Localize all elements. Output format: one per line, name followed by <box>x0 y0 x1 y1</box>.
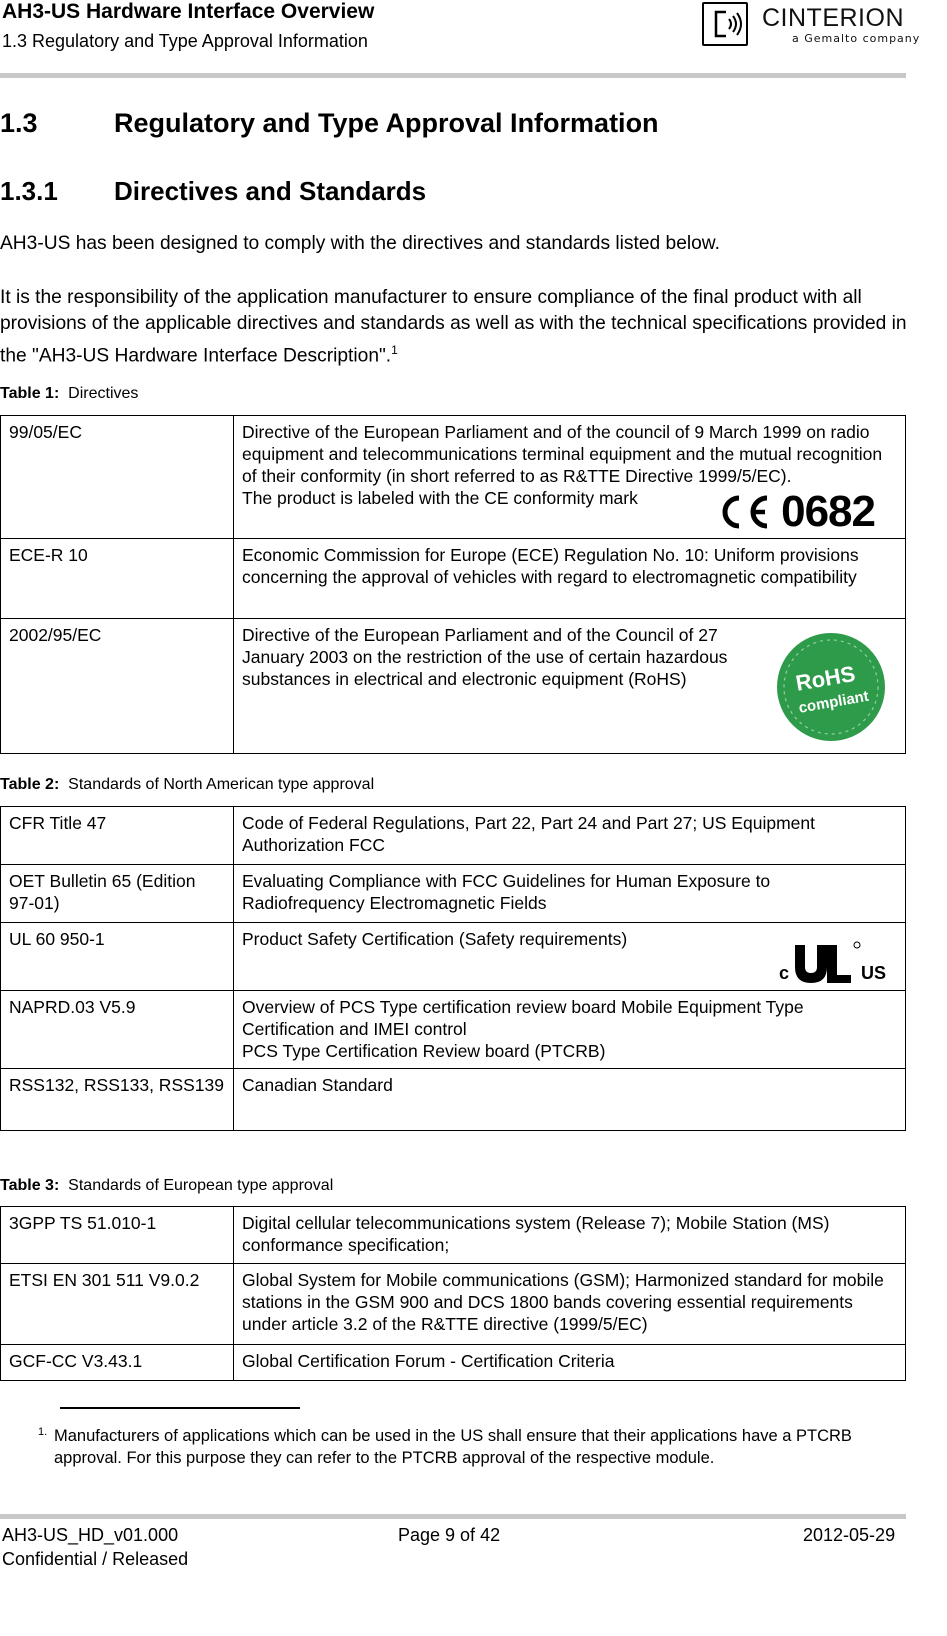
standard-description: Overview of PCS Type certification review board Mobile Equipment Type Certification and IMEI control <box>242 997 804 1039</box>
standard-description: Code of Federal Regulations, Part 22, Part 24 and Part 27; US Equipment Authorization FCC <box>234 807 906 865</box>
standard-code: OET Bulletin 65 (Edition 97-01) <box>1 865 234 923</box>
directive-code: ECE-R 10 <box>1 539 234 619</box>
footnote-mark: 1. <box>38 1426 48 1438</box>
responsibility-text: It is the responsibility of the application manufacturer to ensure compliance of the final product with all provisions of the applicable directives and standards as well as with the technical specifications provided in the "AH3-US Hardware Interface Description". <box>0 287 907 367</box>
standard-description: Digital cellular telecommunications system (Release 7); Mobile Station (MS) conformance specification; <box>234 1207 906 1264</box>
wireless-signal-icon <box>704 4 746 44</box>
table-row <box>1 923 906 991</box>
section-heading <box>0 108 659 139</box>
c-ul-us-mark <box>777 939 891 988</box>
standard-code: 3GPP TS 51.010-1 <box>1 1207 234 1264</box>
section-title: Regulatory and Type Approval Information <box>114 108 659 138</box>
standard-description: Evaluating Compliance with FCC Guidelines for Human Exposure to Radiofrequency Electromagnetic Fields <box>234 865 906 923</box>
table1-label: Table 1: <box>0 385 60 402</box>
directive-description: Directive of the European Parliament and of the Council of 27 January 2003 on the restriction of the use of certain hazardous substances in electrical and electronic equipment (RoHS) <box>242 625 728 689</box>
standard-code: NAPRD.03 V5.9 <box>1 991 234 1069</box>
table-row <box>1 1069 906 1131</box>
ce-logo-icon <box>717 493 773 531</box>
directive-description-cell <box>234 619 906 754</box>
notified-body-number: 0682 <box>781 487 875 536</box>
north-american-standards-table <box>0 806 906 1131</box>
rohs-badge-line2: compliant <box>797 687 871 717</box>
ul-listed-icon <box>777 939 891 983</box>
document-subtitle: 1.3 Regulatory and Type Approval Information <box>2 31 368 51</box>
footnote-divider <box>60 1407 300 1409</box>
standard-description: Global System for Mobile communications (GSM); Harmonized standard for mobile stations in the GSM 900 and DCS 1800 bands covering essential requirements under article 3.2 of the R&TTE directive (1999/5/EC) <box>234 1264 906 1345</box>
standard-description: Canadian Standard <box>234 1069 906 1131</box>
svg-text:c: c <box>779 963 790 983</box>
table2-title: Standards of North American type approval <box>68 776 375 793</box>
cinterion-logo-icon <box>702 2 748 46</box>
logo-wordmark: CINTERION <box>762 4 904 32</box>
header-divider <box>0 73 906 78</box>
ce-mark-caption: The product is labeled with the CE conformity mark <box>242 488 638 508</box>
table-row <box>1 619 906 754</box>
footer-divider <box>0 1514 906 1519</box>
standard-code: ETSI EN 301 511 V9.0.2 <box>1 1264 234 1345</box>
table3-title: Standards of European type approval <box>68 1177 334 1194</box>
directive-code: 2002/95/EC <box>1 619 234 754</box>
table1-caption <box>0 385 138 403</box>
standard-code: GCF-CC V3.43.1 <box>1 1345 234 1381</box>
standard-description-cell <box>234 923 906 991</box>
document-title: AH3-US Hardware Interface Overview <box>2 0 375 23</box>
table-row <box>1 991 906 1069</box>
standard-description-cell <box>234 991 906 1069</box>
logo-tagline: a Gemalto company <box>792 32 921 45</box>
table-row <box>1 1207 906 1264</box>
table1-title: Directives <box>68 385 139 402</box>
footer-classification: Confidential / Released <box>2 1549 189 1569</box>
rohs-badge <box>775 631 887 748</box>
table2-caption <box>0 776 374 794</box>
subsection-heading <box>0 176 426 207</box>
footer-page-number: Page 9 of 42 <box>398 1525 501 1545</box>
table-row <box>1 416 906 539</box>
standard-code: CFR Title 47 <box>1 807 234 865</box>
table-row <box>1 865 906 923</box>
directives-table <box>0 415 906 754</box>
directive-description: Economic Commission for Europe (ECE) Regulation No. 10: Uniform provisions concerning the approval of vehicles with regard to electromagnetic compatibility <box>234 539 906 619</box>
footnote-text: Manufacturers of applications which can be used in the US shall ensure that their applications have a PTCRB approval. For this purpose they can refer to the PTCRB approval of the respective module. <box>54 1427 852 1467</box>
svg-text:US: US <box>861 963 887 983</box>
subsection-number: 1.3.1 <box>0 176 58 206</box>
responsibility-paragraph <box>0 285 910 369</box>
table-row <box>1 807 906 865</box>
rohs-compliant-icon <box>775 631 887 743</box>
table-row <box>1 539 906 619</box>
table2-label: Table 2: <box>0 776 60 793</box>
directive-description-cell <box>234 416 906 539</box>
table3-caption <box>0 1177 333 1195</box>
intro-paragraph: AH3-US has been designed to comply with the directives and standards listed below. <box>0 233 720 254</box>
directive-code: 99/05/EC <box>1 416 234 539</box>
standard-description-extra: PCS Type Certification Review board (PTCRB) <box>242 1041 606 1061</box>
european-standards-table <box>0 1206 906 1381</box>
table3-label: Table 3: <box>0 1177 60 1194</box>
standard-description: Global Certification Forum - Certification Criteria <box>234 1345 906 1381</box>
rohs-badge-line1: RoHS <box>793 660 858 696</box>
section-number: 1.3 <box>0 108 38 138</box>
footer-doc-id: AH3-US_HD_v01.000 <box>2 1525 179 1545</box>
ce-conformity-mark <box>717 487 875 536</box>
subsection-title: Directives and Standards <box>114 176 427 206</box>
table-row <box>1 1345 906 1381</box>
standard-code: UL 60 950-1 <box>1 923 234 991</box>
footnote-reference[interactable]: 1 <box>391 343 398 357</box>
directive-description: Directive of the European Parliament and of the council of 9 March 1999 on radio equipment and telecommunications terminal equipment and the mutual recognition of their conformity (in short referred to as R&TTE Directive 1999/5/EC). <box>242 422 883 486</box>
standard-description: Product Safety Certification (Safety requirements) <box>242 929 628 949</box>
table-row <box>1 1264 906 1345</box>
standard-code: RSS132, RSS133, RSS139 <box>1 1069 234 1131</box>
footer-date: 2012-05-29 <box>803 1525 896 1545</box>
